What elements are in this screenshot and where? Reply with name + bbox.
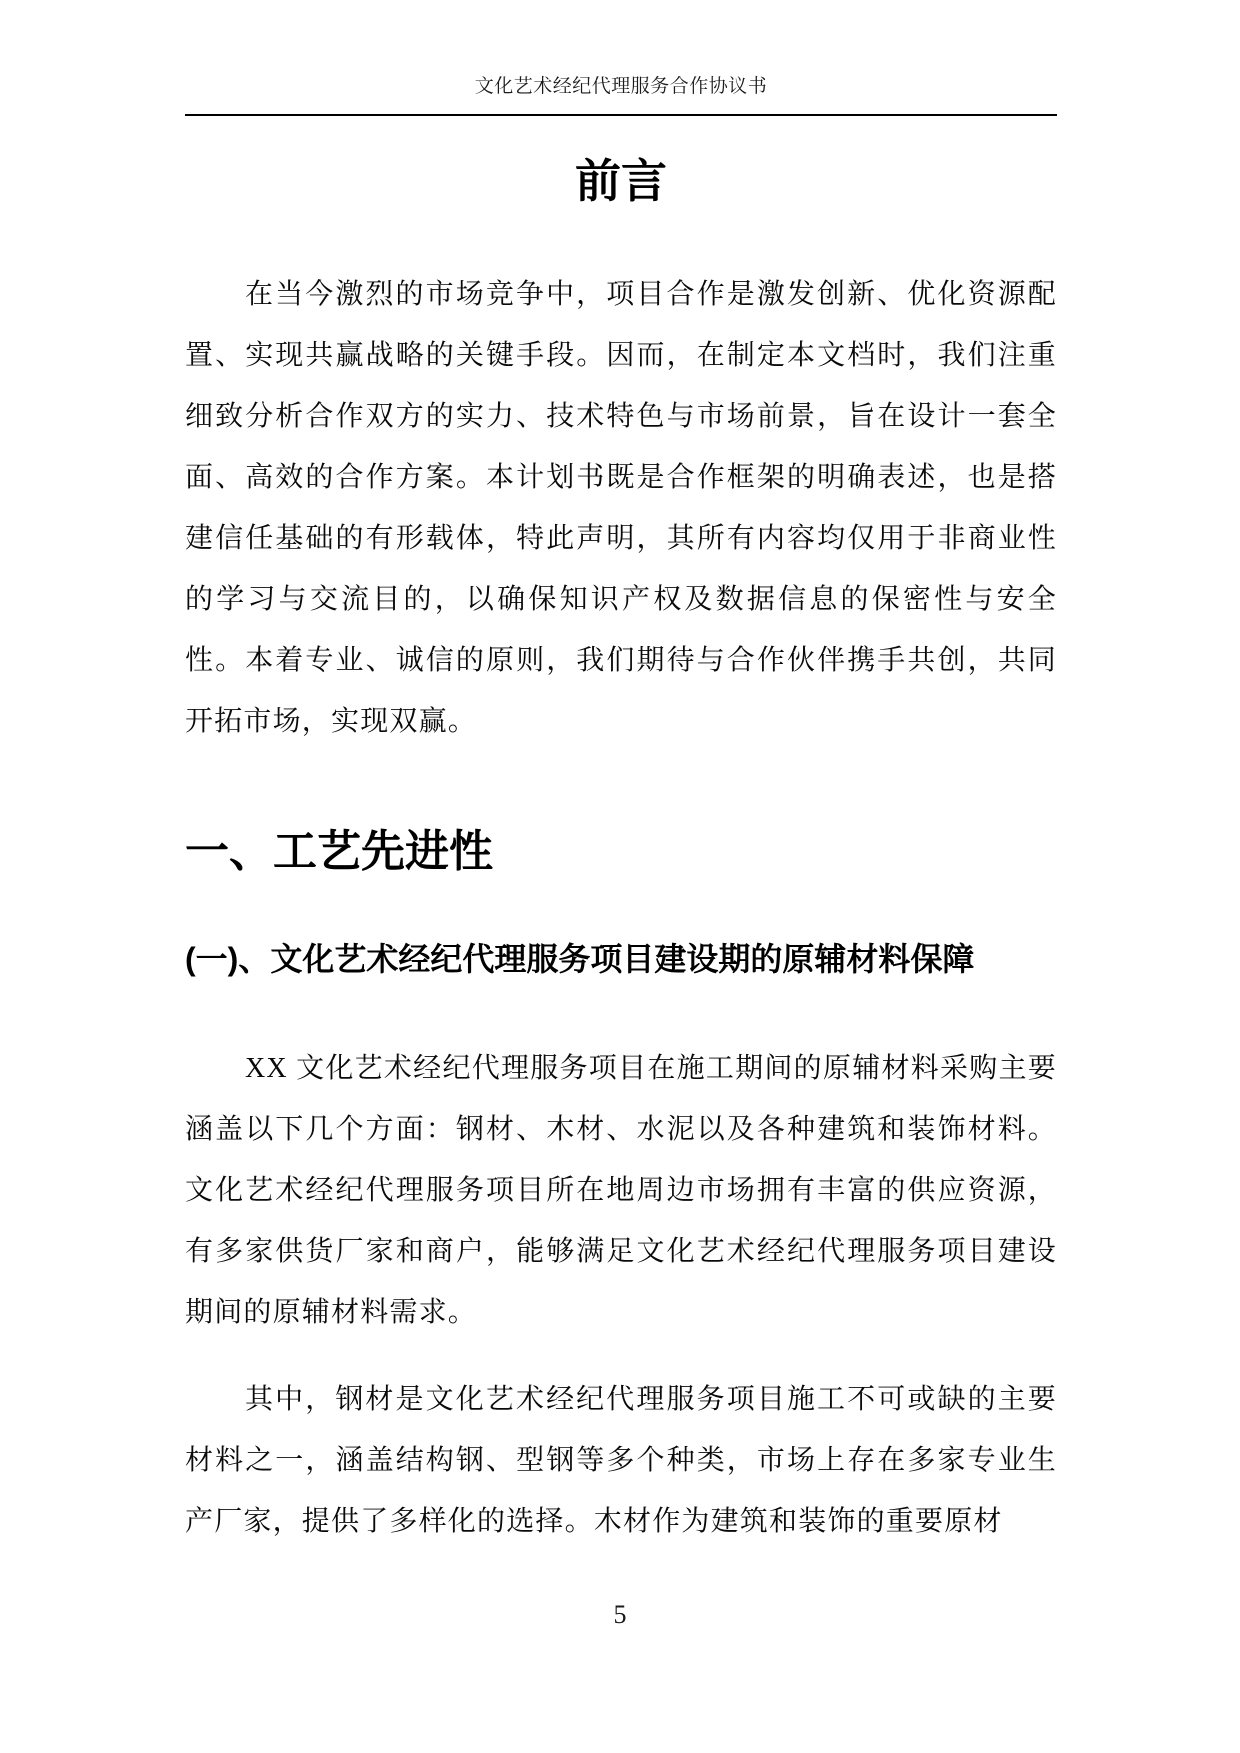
document-title: 前言 [575, 155, 667, 207]
page-number: 5 [613, 1600, 627, 1629]
materials-paragraph: XX 文化艺术经纪代理服务项目在施工期间的原辅材料采购主要涵盖以下几个方面：钢材、木材、水泥以及各种建筑和装饰材料。文化艺术经纪代理服务项目所在地周边市场拥有丰富的供应资源，有多家供货厂家和商户，能够满足文化艺术经纪代理服务项目建设期间的原辅材料需求。 [185, 1053, 1057, 1328]
section-subheading: (一)、文化艺术经纪代理服务项目建设期的原辅材料保障 [185, 941, 975, 977]
intro-paragraph: 在当今激烈的市场竞争中，项目合作是激发创新、优化资源配置、实现共赢战略的关键手段。因而，在制定本文档时，我们注重细致分析合作双方的实力、技术特色与市场前景，旨在设计一套全面、高效的合作方案。本计划书既是合作框架的明确表述，也是搭建信任基础的有形载体，特此声明，其所有内容均仅用于非商业性的学习与交流目的，以确保知识产权及数据信息的保密性与安全性。本着专业、诚信的原则，我们期待与合作伙伴携手共创，共同开拓市场，实现双赢。 [185, 279, 1057, 737]
page-content [185, 0, 1057, 1552]
running-header-title: 文化艺术经纪代理服务合作协议书 [474, 76, 768, 97]
section-heading: 一、工艺先进性 [185, 827, 493, 876]
steel-paragraph: 其中，钢材是文化艺术经纪代理服务项目施工不可或缺的主要材料之一，涵盖结构钢、型钢等多个种类，市场上存在多家专业生产厂家，提供了多样化的选择。木材作为建筑和装饰的重要原材 [185, 1384, 1057, 1537]
running-header [185, 0, 1057, 116]
